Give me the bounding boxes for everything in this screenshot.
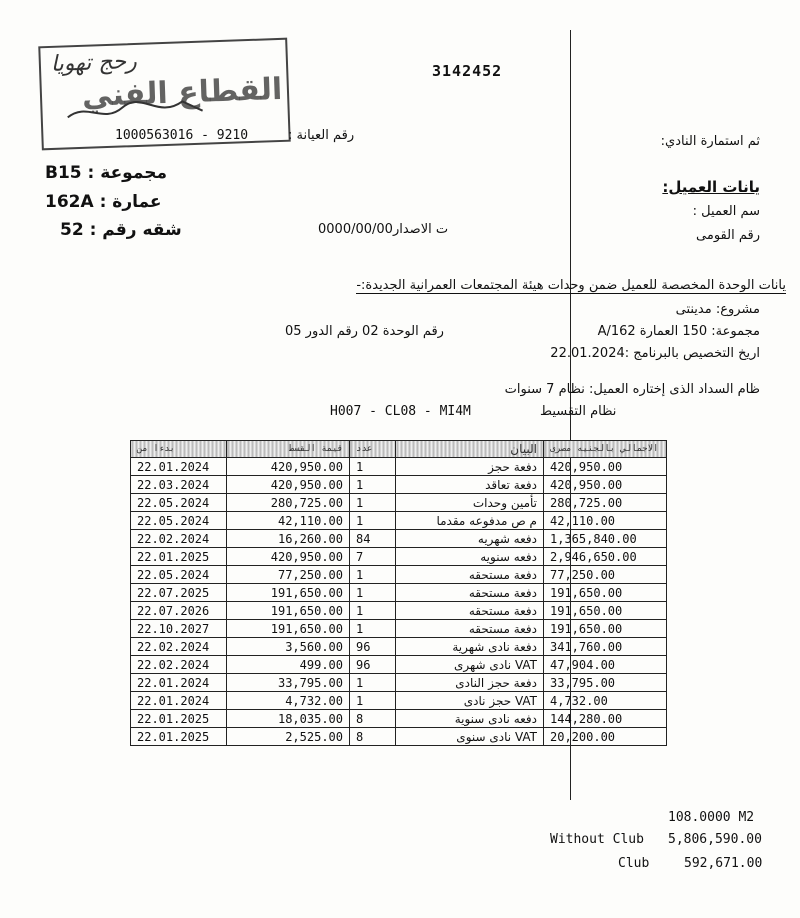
cell-date: 22.03.2024 — [131, 476, 227, 494]
cell-date: 22.05.2024 — [131, 566, 227, 584]
installments-table — [130, 440, 667, 746]
project-name: مشروع: مدينتى — [675, 302, 760, 317]
without-club-value: 5,806,590.00 — [668, 832, 762, 847]
table-row — [131, 692, 667, 710]
stamp-text: القطاع الفني — [81, 71, 283, 114]
cell-total: 191,650.00 — [544, 602, 667, 620]
cell-date: 22.01.2025 — [131, 710, 227, 728]
table-row — [131, 728, 667, 746]
header-date: بدءا من — [131, 441, 227, 458]
cell-count: 8 — [350, 728, 396, 746]
cell-count: 96 — [350, 656, 396, 674]
cell-amount: 191,650.00 — [227, 584, 350, 602]
meter-label: رقم العيانة : — [288, 128, 355, 143]
table-row — [131, 620, 667, 638]
signature-icon — [62, 92, 213, 127]
table-row — [131, 710, 667, 728]
cell-amount: 77,250.00 — [227, 566, 350, 584]
cell-desc: تأمين وحدات — [396, 494, 544, 512]
table-row — [131, 530, 667, 548]
cell-date: 22.07.2025 — [131, 584, 227, 602]
table-row — [131, 638, 667, 656]
cell-desc: VAT حجز نادى — [396, 692, 544, 710]
cell-count: 1 — [350, 512, 396, 530]
cell-count: 1 — [350, 476, 396, 494]
installment-code: H007 - CL08 - MI4M — [330, 404, 471, 419]
cell-desc: VAT نادى شهرى — [396, 656, 544, 674]
cell-amount: 420,950.00 — [227, 548, 350, 566]
cell-total: 4,732.00 — [544, 692, 667, 710]
table-row — [131, 494, 667, 512]
table-row — [131, 512, 667, 530]
cell-total: 77,250.00 — [544, 566, 667, 584]
cell-amount: 2,525.00 — [227, 728, 350, 746]
header-amount: قيمة القسط — [227, 441, 350, 458]
without-club-label: Without Club — [550, 832, 644, 847]
cell-desc: VAT نادى سنوى — [396, 728, 544, 746]
issue-date: ت الاصدار0000/00/00 — [318, 222, 449, 237]
apartment-number: شقه رقم : 52 — [60, 220, 182, 240]
cell-amount: 191,650.00 — [227, 620, 350, 638]
cell-date: 22.05.2024 — [131, 494, 227, 512]
cell-desc: دفعه شهريه — [396, 530, 544, 548]
table-row — [131, 458, 667, 476]
cell-total: 420,950.00 — [544, 458, 667, 476]
cell-total: 47,904.00 — [544, 656, 667, 674]
club-form-label: ثم استمارة النادي: — [660, 134, 760, 149]
cell-date: 22.02.2024 — [131, 530, 227, 548]
cell-date: 22.07.2026 — [131, 602, 227, 620]
cell-amount: 420,950.00 — [227, 458, 350, 476]
cell-total: 42,110.00 — [544, 512, 667, 530]
payment-system: ظام السداد الذى إختاره العميل: نظام 7 سنوات — [504, 382, 760, 397]
header-total: الاجمالي بالجنيه مصرى — [544, 441, 667, 458]
building-code: عمارة : 162A — [45, 192, 162, 212]
header-desc: البيان — [396, 441, 544, 458]
cell-count: 1 — [350, 602, 396, 620]
cell-count: 1 — [350, 692, 396, 710]
cell-count: 1 — [350, 584, 396, 602]
cell-amount: 16,260.00 — [227, 530, 350, 548]
area-value: 108.0000 M2 — [668, 810, 755, 825]
cell-desc: دفعة حجز — [396, 458, 544, 476]
cell-date: 22.01.2024 — [131, 458, 227, 476]
club-value: 592,671.00 — [684, 856, 763, 871]
table-row — [131, 566, 667, 584]
cell-desc: دفعة مستحقه — [396, 602, 544, 620]
table-row — [131, 584, 667, 602]
client-data-label: يانات العميل: — [662, 178, 760, 196]
cell-total: 1,365,840.00 — [544, 530, 667, 548]
header-count: عدد — [350, 441, 396, 458]
cell-total: 191,650.00 — [544, 584, 667, 602]
cell-desc: دفعة حجز النادى — [396, 674, 544, 692]
unit-floor-line: رقم الوحدة 02 رقم الدور 05 — [285, 324, 444, 339]
cell-amount: 33,795.00 — [227, 674, 350, 692]
cell-count: 1 — [350, 674, 396, 692]
cell-total: 191,650.00 — [544, 620, 667, 638]
table-row — [131, 656, 667, 674]
group-building-line: مجموعة: 150 العمارة A/162 — [597, 324, 760, 339]
cell-total: 33,795.00 — [544, 674, 667, 692]
cell-total: 280,725.00 — [544, 494, 667, 512]
cell-desc: دفعة تعاقد — [396, 476, 544, 494]
cell-date: 22.02.2024 — [131, 638, 227, 656]
cell-count: 1 — [350, 494, 396, 512]
cell-amount: 42,110.00 — [227, 512, 350, 530]
table-row — [131, 476, 667, 494]
cell-count: 1 — [350, 620, 396, 638]
cell-count: 7 — [350, 548, 396, 566]
cell-date: 22.01.2025 — [131, 728, 227, 746]
cell-date: 22.01.2024 — [131, 692, 227, 710]
table-row — [131, 674, 667, 692]
cell-total: 420,950.00 — [544, 476, 667, 494]
cell-count: 8 — [350, 710, 396, 728]
cell-desc: دفعه سنويه — [396, 548, 544, 566]
unit-section-heading: يانات الوحدة المخصصة للعميل ضمن وحدات هيئة المجتمعات العمرانية الجديدة:- — [356, 278, 786, 293]
cell-total: 341,760.00 — [544, 638, 667, 656]
cell-desc: دفعة مستحقه — [396, 620, 544, 638]
cell-desc: دفعة مستحقه — [396, 584, 544, 602]
cell-amount: 280,725.00 — [227, 494, 350, 512]
cell-desc: دفعة نادى شهرية — [396, 638, 544, 656]
cell-count: 1 — [350, 566, 396, 584]
cell-desc: دفعه نادى سنوية — [396, 710, 544, 728]
cell-amount: 499.00 — [227, 656, 350, 674]
cell-desc: دفعة مستحقه — [396, 566, 544, 584]
national-id-label: رقم القومى — [696, 228, 760, 243]
cell-amount: 4,732.00 — [227, 692, 350, 710]
allocation-date: اريخ التخصيص بالبرنامج :22.01.2024 — [550, 346, 760, 361]
meter-number: 1000563016 - 9210 — [115, 128, 249, 143]
table-row — [131, 548, 667, 566]
cell-date: 22.01.2024 — [131, 674, 227, 692]
cell-amount: 3,560.00 — [227, 638, 350, 656]
cell-date: 22.01.2025 — [131, 548, 227, 566]
cell-date: 22.02.2024 — [131, 656, 227, 674]
cell-total: 144,280.00 — [544, 710, 667, 728]
table-row — [131, 602, 667, 620]
cell-amount: 18,035.00 — [227, 710, 350, 728]
cell-count: 96 — [350, 638, 396, 656]
club-label: Club — [618, 856, 650, 871]
cell-date: 22.05.2024 — [131, 512, 227, 530]
stamp-handwriting: رحج تهويا — [50, 48, 138, 77]
cell-desc: م ص مدفوعه مقدما — [396, 512, 544, 530]
cell-amount: 191,650.00 — [227, 602, 350, 620]
group-code: مجموعة : B15 — [45, 163, 168, 183]
cell-total: 2,946,650.00 — [544, 548, 667, 566]
cell-date: 22.10.2027 — [131, 620, 227, 638]
cell-total: 20,200.00 — [544, 728, 667, 746]
table-header-row — [131, 441, 667, 458]
client-name-label: سم العميل : — [692, 204, 760, 219]
document-number: 3142452 — [432, 62, 503, 80]
installment-system-label: نظام التقسيط — [540, 404, 617, 419]
cell-count: 1 — [350, 458, 396, 476]
cell-amount: 420,950.00 — [227, 476, 350, 494]
cell-count: 84 — [350, 530, 396, 548]
